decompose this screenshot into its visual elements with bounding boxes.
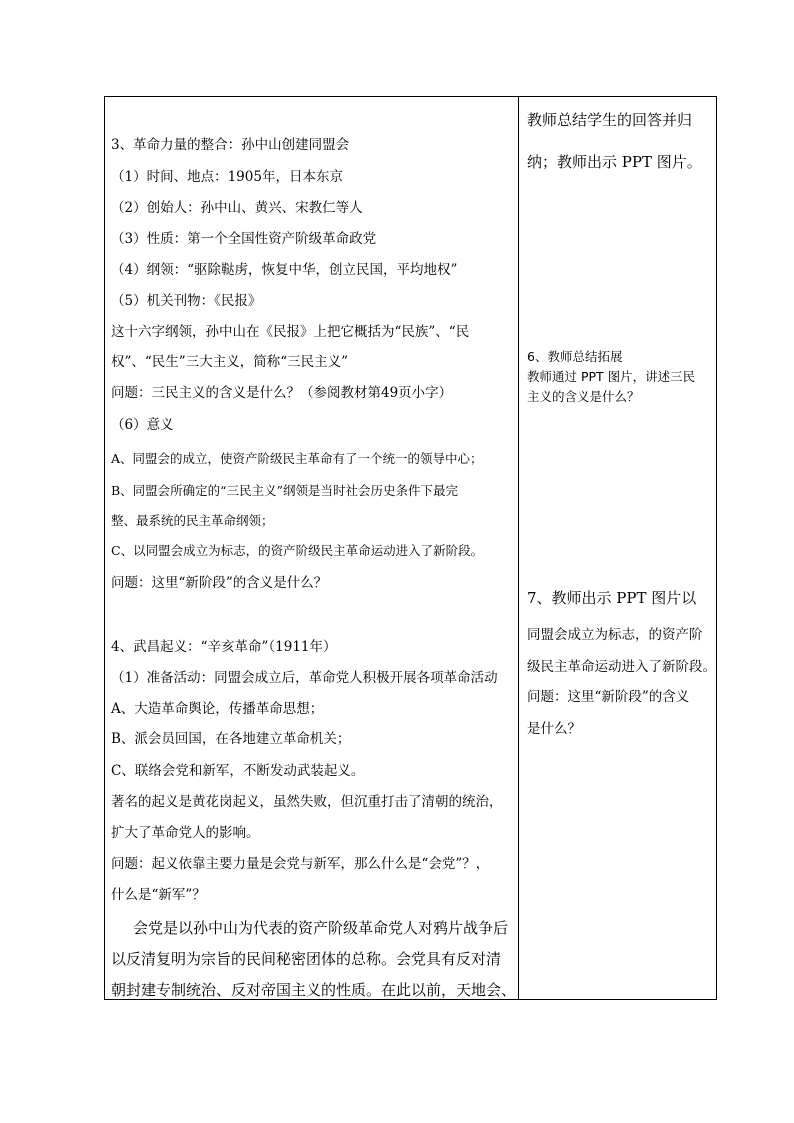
lesson-table xyxy=(104,96,717,1000)
right-text-line: 7、教师出示 PPT 图片以 xyxy=(527,589,697,607)
left-text-line: （6）意义 xyxy=(111,417,174,433)
right-text-line: 主义的含义是什么？ xyxy=(527,389,640,404)
right-text-line: 是什么？ xyxy=(527,721,581,737)
left-text-line: 著名的起义是黄花岗起义，虽然失败，但沉重打击了清朝的统治， xyxy=(111,794,503,810)
left-text-line: 问题：三民主义的含义是什么？（参阅教材第49页小字） xyxy=(111,385,453,401)
left-text-line: （2）创始人：孙中山、黄兴、宋教仁等人 xyxy=(111,200,363,216)
left-text-line: C、联络会党和新军，不断发动武装起义。 xyxy=(111,763,365,779)
left-text-line: （1）时间、地点：1905年，日本东京 xyxy=(111,169,343,185)
left-text-line: A、大造革命舆论，传播革命思想； xyxy=(111,701,324,717)
right-text-line: 纳；教师出示 PPT 图片。 xyxy=(527,153,702,171)
left-text-line: 什么是“新军”？ xyxy=(111,887,206,903)
right-text-line: 6、教师总结拓展 xyxy=(527,349,623,364)
right-text-line: 教师总结学生的回答并归 xyxy=(527,111,693,129)
left-text-line: C、以同盟会成立为标志，的资产阶级民主革命运动进入了新阶段。 xyxy=(111,543,484,558)
left-text-line: 整、最系统的民主革命纲领； xyxy=(111,513,274,528)
right-text-line: 问题：这里“新阶段”的含义 xyxy=(527,689,690,705)
teacher-activity-column xyxy=(519,97,717,999)
left-text-line: B、派会员回国，在各地建立革命机关； xyxy=(111,731,351,747)
left-text-line: 会党是以孙中山为代表的资产阶级革命党人对鸦片战争后 xyxy=(133,919,509,937)
left-text-line: （3）性质：第一个全国性资产阶级革命政党 xyxy=(111,231,377,247)
right-text-line: 教师通过 PPT 图片，讲述三民 xyxy=(527,369,696,384)
left-text-line: B、同盟会所确定的“三民主义”纲领是当时社会历史条件下最完 xyxy=(111,483,458,498)
left-text-line: （5）机关刊物：《民报》 xyxy=(111,293,262,309)
left-text-line: 扩大了革命党人的影响。 xyxy=(111,825,260,841)
left-text-line: （1）准备活动：同盟会成立后，革命党人积极开展各项革命活动 xyxy=(111,670,498,686)
left-text-line: 权”、“民生”三大主义，简称“三民主义” xyxy=(111,354,349,370)
left-text-line: 以反清复明为宗旨的民间秘密团体的总称。会党具有反对清 xyxy=(111,950,502,968)
left-text-line: 问题：起义依靠主要力量是会党与新军，那么什么是“会党”？， xyxy=(111,856,490,872)
right-text-line: 级民主革命运动进入了新阶段。 xyxy=(527,659,716,675)
left-text-line: 朝封建专制统治、反对帝国主义的性质。在此以前，天地会、 xyxy=(111,981,517,999)
left-text-line: （4）纲领：“驱除鞑虏，恢复中华，创立民国，平均地权” xyxy=(111,262,458,278)
left-text-line: 这十六字纲领，孙中山在《民报》上把它概括为“民族”、“民 xyxy=(111,324,470,340)
left-text-line: 3、革命力量的整合：孙中山创建同盟会 xyxy=(111,137,350,153)
left-text-line: A、同盟会的成立，使资产阶级民主革命有了一个统一的领导中心； xyxy=(111,451,483,466)
left-text-line: 4、武昌起义：“辛亥革命”（1911年） xyxy=(111,639,337,655)
left-text-line: 问题：这里“新阶段”的含义是什么？ xyxy=(111,575,328,591)
right-text-line: 同盟会成立为标志，的资产阶 xyxy=(527,627,703,643)
